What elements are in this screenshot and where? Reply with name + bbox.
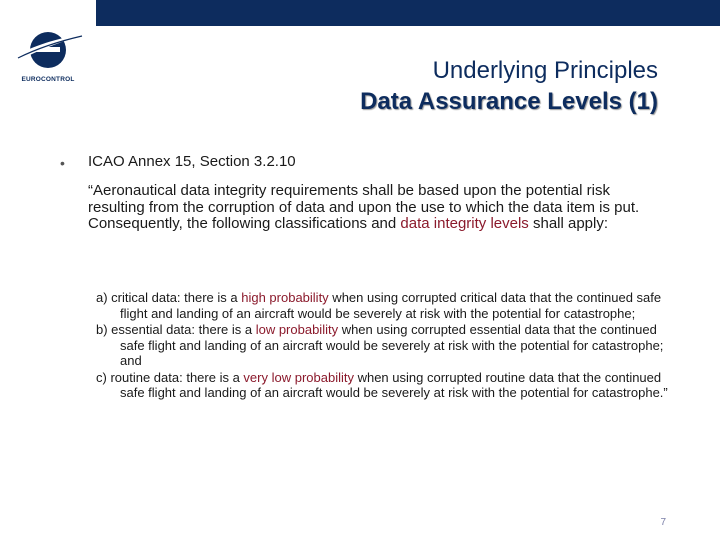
section-heading: ICAO Annex 15, Section 3.2.10 [88,153,296,170]
quote-highlight: data integrity levels [400,215,529,232]
page-number: 7 [660,517,666,528]
quote-paragraph [88,183,668,233]
list-item: b) essential data: there is a low probability when using corrupted essential data that the continued safe flight and landing of an aircraft would be severely at risk with the potential for catastrophe; and [96,322,664,368]
list-item: a) critical data: there is a high probability when using corrupted critical data that the continued safe flight and landing of an aircraft would be severely at risk with the potential for catastrophe; [96,290,662,321]
title-line-2: Data Assurance Levels (1) [360,88,658,115]
item-highlight: high probability [241,290,329,305]
bullet-icon: • [60,155,65,171]
classification-list [96,290,676,402]
title-line-1: Underlying Principles [432,57,658,84]
quote-text: “Aeronautical data integrity requirements shall be based upon the potential risk resulting from the corruption of data and upon the use to which the data item is put. Consequently, the following classifications and [88,182,640,232]
quote-text-end: shall apply: [528,215,609,232]
list-item: c) routine data: there is a very low probability when using corrupted routine data that the continued safe flight and landing of an aircraft would be severely at risk with the potential for catastrophe.” [96,369,668,400]
header-bar [96,0,720,26]
item-highlight: low probability [255,322,339,337]
item-highlight: very low probability [243,369,354,385]
logo-text: EUROCONTROL [21,76,75,83]
eurocontrol-logo [10,26,86,90]
slide-title [360,56,658,118]
